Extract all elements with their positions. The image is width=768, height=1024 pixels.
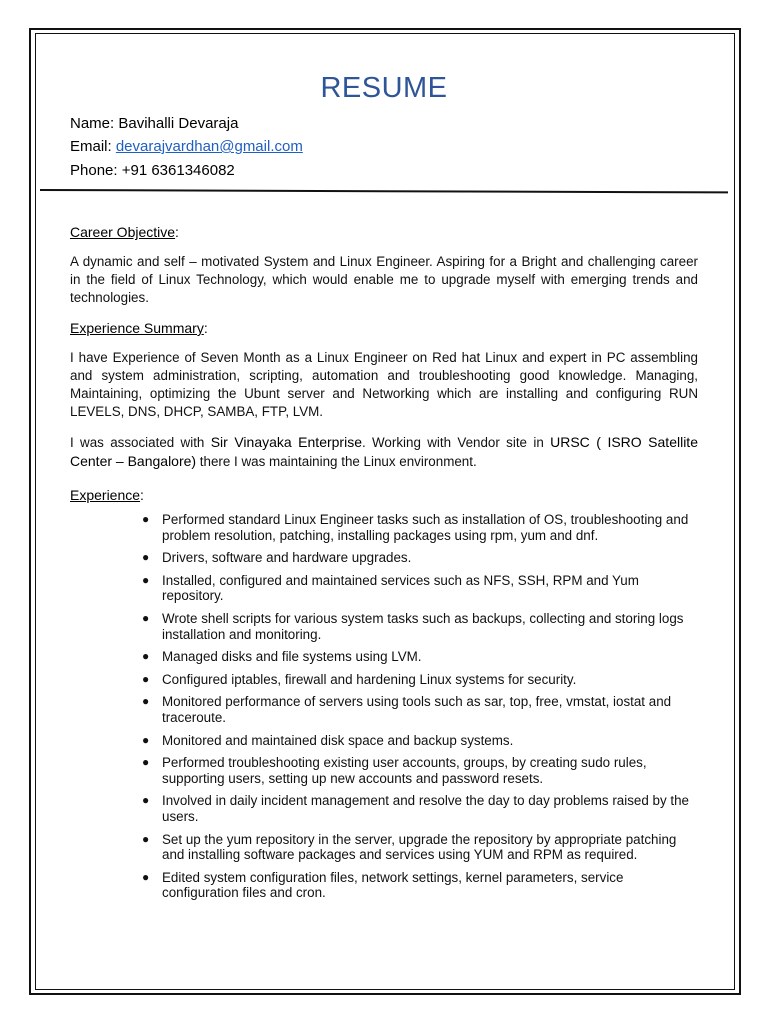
employment-text: I was associated with Sir Vinayaka Enterprise. Working with Vendor site in URSC ( ISRO Satellite Center – Bangalore) there I was maintaining the Linux environment. <box>70 434 698 469</box>
experience-item-text: Set up the yum repository in the server, upgrade the repository by appropriate patching and installing software packages and services using YUM and RPM as required. <box>162 831 677 863</box>
experience-item <box>70 733 700 749</box>
bullet-icon: ● <box>142 572 150 587</box>
experience-list <box>70 512 700 908</box>
bullet-icon: ● <box>142 755 150 770</box>
experience-item-text: Wrote shell scripts for various system tasks such as backups, collecting and storing logs installation and monitoring. <box>162 610 684 642</box>
experience-heading: Experience: <box>70 487 144 503</box>
experience-item-text: Monitored performance of servers using tools such as sar, top, free, vmstat, iostat and traceroute. <box>162 694 672 725</box>
experience-summary-text: I have Experience of Seven Month as a Linux Engineer on Red hat Linux and expert in PC assembling and system administration, scripting, automation and troubleshooting good knowledge. Managing, Maintaining, optimizing the Ubunt server and Networking which are installing and configuring RUN LEVELS, DNS, DHCP, SAMBA, FTP, LVM. <box>70 350 698 419</box>
phone-value: +91 6361346082 <box>121 162 235 179</box>
experience-item-text: Edited system configuration files, network settings, kernel parameters, service configuration files and cron. <box>162 869 624 901</box>
contact-name <box>70 115 238 132</box>
contact-email <box>70 138 303 155</box>
email-label: Email: <box>70 138 116 155</box>
phone-label: Phone: <box>70 162 122 179</box>
bullet-icon: ● <box>142 831 150 846</box>
name-label: Name: <box>70 115 119 132</box>
experience-summary-heading: Experience Summary: <box>70 320 208 336</box>
email-link[interactable]: devarajvardhan@gmail.com <box>115 138 303 155</box>
bullet-icon: ● <box>142 732 150 747</box>
bullet-icon: ● <box>142 793 150 808</box>
bullet-icon: ● <box>142 869 150 884</box>
experience-item <box>70 672 700 688</box>
resume-title: RESUME <box>320 72 448 104</box>
experience-item <box>70 649 700 665</box>
company-name: Sir Vinayaka Enterprise <box>210 434 362 450</box>
experience-item-text: Installed, configured and maintained services such as NFS, SSH, RPM and Yum repository. <box>162 572 639 604</box>
bullet-icon: ● <box>142 649 150 664</box>
experience-item <box>70 611 700 642</box>
site-name: URSC ( ISRO Satellite Center – Bangalore) <box>70 434 698 469</box>
bullet-icon: ● <box>142 610 150 625</box>
bullet-icon: ● <box>142 671 150 686</box>
experience-item-text: Performed standard Linux Engineer tasks such as installation of OS, troubleshooting and problem resolution, patching, installing packages using rpm, yum and dnf. <box>162 512 689 543</box>
contact-phone <box>70 162 235 179</box>
experience-item <box>70 870 700 901</box>
career-objective-text: A dynamic and self – motivated System and Linux Engineer. Aspiring for a Bright and challenging career in the field of Linux Technology, which would enable me to upgrade myself with emerging trends and technologies. <box>70 254 698 305</box>
experience-item-text: Managed disks and file systems using LVM. <box>162 649 422 665</box>
experience-item <box>70 793 700 824</box>
experience-item <box>70 694 700 725</box>
experience-item <box>70 573 700 604</box>
bullet-icon: ● <box>142 512 150 526</box>
experience-item <box>70 550 700 566</box>
bullet-icon: ● <box>142 550 150 565</box>
experience-item-text: Performed troubleshooting existing user accounts, groups, by creating sudo rules, supporting users, setting up new accounts and password resets. <box>162 755 647 786</box>
experience-item <box>70 755 700 786</box>
experience-item-text: Monitored and maintained disk space and backup systems. <box>162 732 514 748</box>
experience-item <box>70 832 700 863</box>
experience-item-text: Configured iptables, firewall and hardening Linux systems for security. <box>162 671 577 687</box>
bullet-icon: ● <box>142 694 150 709</box>
name-value: Bavihalli Devaraja <box>118 115 239 132</box>
career-objective-heading: Career Objective: <box>70 224 179 240</box>
experience-item-text: Involved in daily incident management and resolve the day to day problems raised by the users. <box>162 793 690 824</box>
experience-item <box>70 512 700 543</box>
experience-item-text: Drivers, software and hardware upgrades. <box>162 550 412 566</box>
